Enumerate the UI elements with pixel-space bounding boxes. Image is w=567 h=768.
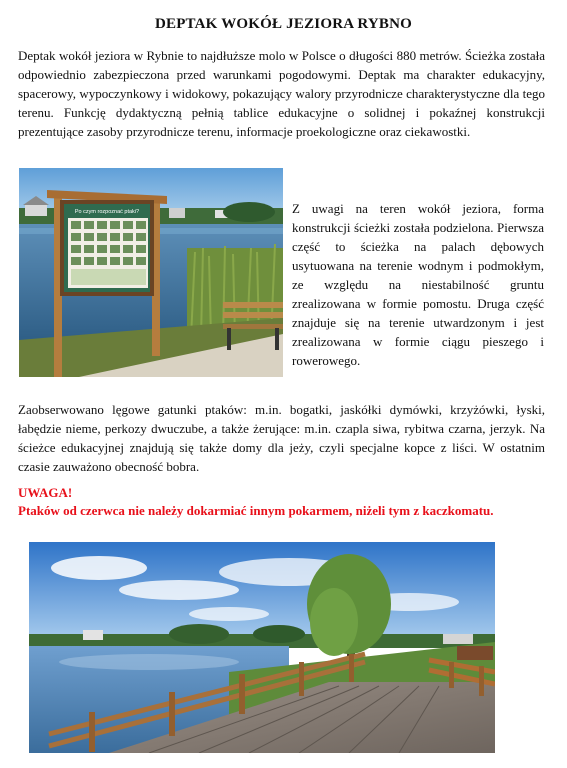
warning-text: Ptaków od czerwca nie należy dokarmiać innym pokarmem, niżeli tym z kaczkomatu.: [18, 503, 494, 518]
board-sign-text: Po czym rozpoznać ptaki?: [74, 209, 140, 215]
warning-title: UWAGA!: [18, 485, 73, 500]
boardwalk-photo: [29, 542, 495, 753]
educational-board-photo: [19, 168, 283, 377]
page-title: DEPTAK WOKÓŁ JEZIORA RYBNO: [154, 16, 413, 32]
construction-paragraph: Z uwagi na teren wokół jeziora, forma konstrukcji ścieżki została podzielona. Pierwsza część to ścieżka na palach dębowych usytuowana na terenie wodnym i podmokłym, ze względu na niestabilność gruntu zrealizowana w formie pomostu. Druga część znajduje się na terenie utwardzonym i jest zrealizowana w formie ciągu pieszego i rowerowego.: [292, 201, 544, 368]
intro-paragraph: Deptak wokół jeziora w Rybnie to najdłuższe molo w Polsce o długości 880 metrów. Ścieżka została odpowiednio zabezpieczona przed warunkami pogodowymi. Deptak ma charakter edukacyjny, spacerowy, wypoczynkowy i widokowy, pokazujący walory przyrodnicze charakterystyczne dla tego terenu. Funkcję dydaktyczną pełnią tablice edukacyjne o solidnej i pokaźnej konstrukcji prezentujące zasoby przyrodnicze terenu, informacje proekologiczne oraz ciekawostki.: [18, 48, 545, 139]
birds-paragraph: Zaobserwowano lęgowe gatunki ptaków: m.in. bogatki, jaskółki dymówki, krzyżówki, łyski, łabędzie nieme, perkozy dwuczube, a także żerujące: m.in. czapla siwa, rybitwa czarna, jerzyk. Na ścieżce edukacyjnej znajdują się także domy dla jeży, czyli specjalne kopce z liści. W ostatnim czasie zauważono obecność bobra.: [18, 402, 545, 474]
